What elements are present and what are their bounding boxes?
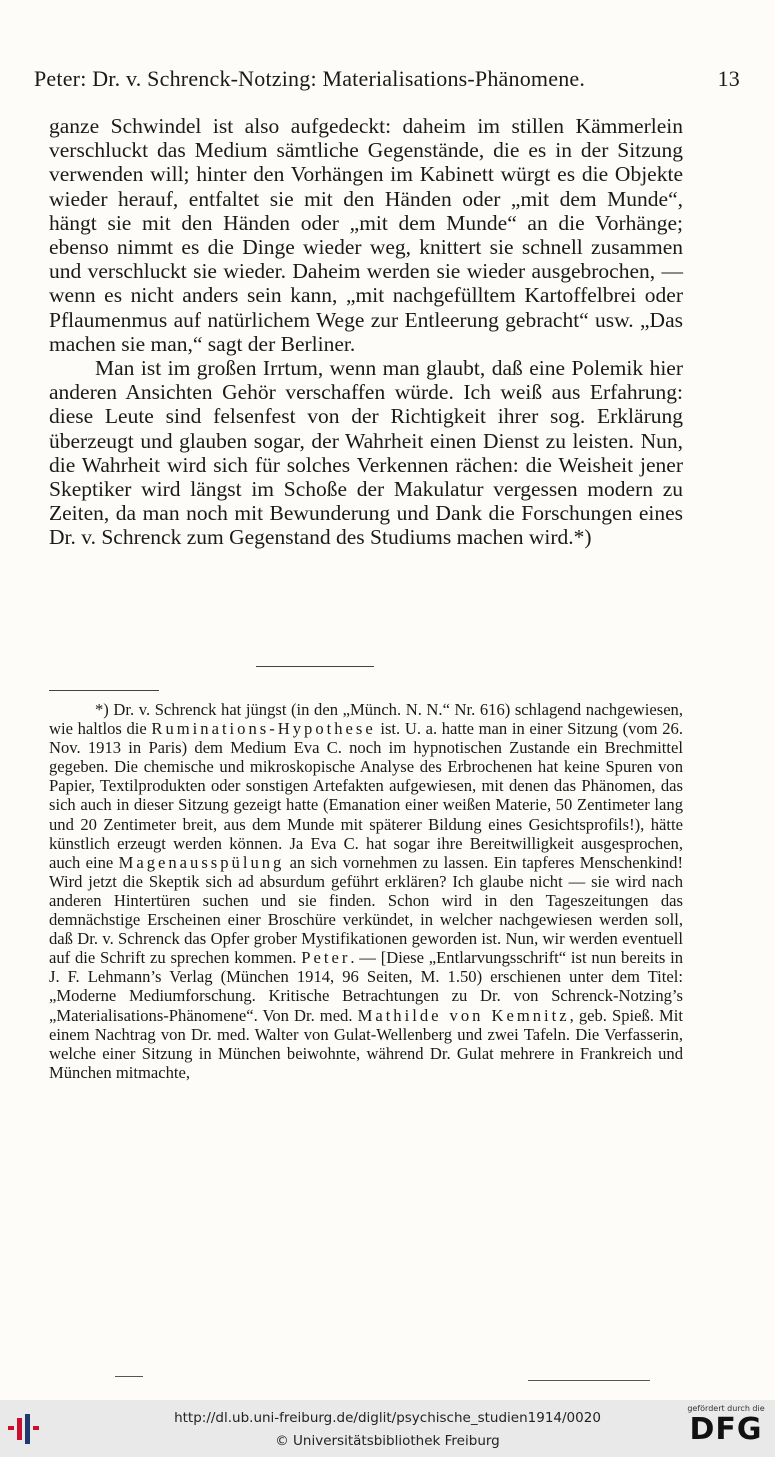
- page-number: 13: [717, 66, 740, 91]
- spaced-term: Ruminations-Hypothese: [151, 719, 376, 739]
- author-name: Mathilde von Kemnitz: [357, 1005, 570, 1025]
- dfg-logo[interactable]: [685, 1404, 767, 1454]
- viewer-footer-bar: [0, 1400, 775, 1457]
- section-separator: [256, 666, 374, 667]
- author-name: Peter: [301, 948, 351, 968]
- dfg-funding-note: gefördert durch die: [687, 1404, 765, 1413]
- footnote-paragraph: *) Dr. v. Schrenck hat jüngst (in den „Münch. N. N.“ Nr. 616) schlagend nachgewiesen, wie haltlos die Ruminations-Hypothese ist. U. a. hatte man in einer Sitzung (vom 26. Nov. 1913 in Paris) dem Medium Eva C. noch im hypnotischen Zustande ein Brechmittel gegeben. Die chemische und mikroskopische Analyse des Erbrochenen hat keine Spuren von Papier, Textilprodukten oder sonstigen Artefakten aufgewiesen, mit denen das Phänomen, das sich auch in dieser Sitzung gezeigt hatte (Emanation einer weißen Materie, 50 Zentimeter lang und 20 Zentimeter breit, aus dem Munde mit späterer Bildung eines Gesichtsprofils!), hätte künstlich erzeugt werden können. Ja Eva C. hat sogar ihre Bereitwilligkeit ausgesprochen, auch eine Magenausspülung an sich vornehmen zu lassen. Ein tapferes Menschenkind! Wird jetzt die Skeptik sich ad absurdum geführt erklären? Ich glaube nicht — sie wird nach anderen Hintertüren suchen und sie finden. Schon wird in den Tageszeitungen das demnächstige Erscheinen einer Broschüre verkündet, in welcher nachgewiesen werden soll, daß Dr. v. Schrenck das Opfer grober Mystifikationen geworden ist. Nun, wir werden eventuell auf die Schrift zu sprechen kommen. Peter. — [Diese „Entlarvungsschrift“ ist nun bereits in J. F. Lehmann’s Verlag (München 1914, 96 Seiten, M. 1.50) erschienen unter dem Titel: „Moderne Mediumforschung. Kritische Betrachtungen zu Dr. von Schrenck-Notzing’s „Materialisations-Phänomene“. Von Dr. med. Mathilde von Kemnitz, geb. Spieß. Mit einem Nachtrag von Dr. med. Walter von Gulat-Wellenberg und zwei Tafeln. Die Verfasserin, welche einer Sitzung in München beiwohnte, während Dr. Gulat mehrere in Frankreich und München mitmachte,: [49, 700, 683, 1082]
- page-mark: [528, 1380, 650, 1381]
- paragraph: ganze Schwindel ist also aufgedeckt: daheim im stillen Kämmerlein verschluckt das Medium sämtliche Gegenstände, die es in der Sitzung verwenden will; hinter den Vorhängen im Kabinett würgt es die Objekte wieder herauf, entfaltet sie mit den Händen oder „mit dem Munde“, hängt sie mit den Händen oder „mit dem Munde“ an die Vorhänge; ebenso nimmt es die Dinge wieder weg, knittert sie schnell zusammen und verschluckt sie wieder. Daheim werden sie wieder ausgebrochen, — wenn es nicht anders sein kann, „mit nachgefülltem Kartoffelbrei oder Pflaumenmus auf natürlichem Wege zur Entleerung gebracht“ usw. „Das machen sie man,“ sagt der Berliner.: [49, 114, 683, 356]
- copyright-notice: © Universitätsbibliothek Freiburg: [275, 1433, 500, 1449]
- footnote-rule: [49, 690, 159, 691]
- page-mark: [115, 1376, 143, 1377]
- spaced-term: Magenausspülung: [118, 852, 285, 872]
- running-header: [34, 66, 740, 96]
- dfg-logo-text: DFG: [689, 1412, 763, 1447]
- permalink-url[interactable]: http://dl.ub.uni-freiburg.de/diglit/psychische_studien1914/0020: [174, 1410, 601, 1426]
- paragraph: Man ist im großen Irrtum, wenn man glaubt, daß eine Polemik hier anderen Ansichten Gehör verschaffen würde. Ich weiß aus Erfahrung: diese Leute sind felsenfest von der Richtigkeit ihrer sog. Erklärung überzeugt und glauben sogar, der Wahrheit einen Dienst zu leisten. Nun, die Wahrheit wird sich für solches Verkennen rächen: die Weisheit jener Skeptiker wird längst im Schoße der Makulatur vergessen modern zu Zeiten, da man noch mit Bewunderung und Dank die Forschungen eines Dr. v. Schrenck zum Gegenstand des Studiums machen wird.*): [49, 356, 683, 550]
- running-title: Peter: Dr. v. Schrenck-Notzing: Materialisations-Phänomene.: [34, 66, 586, 91]
- footnote: [49, 700, 683, 1082]
- main-text: [49, 114, 683, 550]
